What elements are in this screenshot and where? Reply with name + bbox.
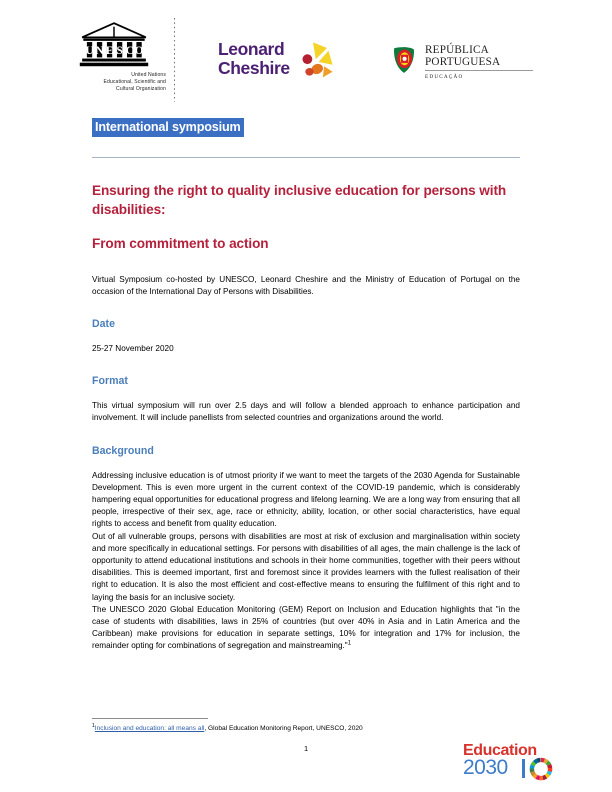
unesco-logo — [60, 22, 168, 94]
document-content — [92, 118, 520, 653]
section-body-background — [92, 470, 520, 653]
svg-text:O: O — [134, 44, 144, 57]
logo-divider-dotted — [174, 18, 175, 102]
svg-text:N: N — [95, 44, 104, 57]
education-2030-number: 2030 — [463, 756, 508, 779]
section-heading-format: Format — [92, 375, 128, 388]
republica-portuguesa-wordmark — [425, 44, 539, 80]
republica-portuguesa-subtitle: EDUCAÇÃO — [425, 73, 464, 80]
section-heading-background: Background — [92, 444, 154, 457]
date-value: 25-27 November 2020 — [92, 343, 174, 353]
republica-portuguesa-line-2: PORTUGUESA — [425, 56, 501, 68]
footnote-1 — [92, 724, 520, 733]
education-2030-word: Education — [463, 742, 537, 759]
logo-band — [0, 14, 612, 106]
unesco-caption-line-1: United Nations — [131, 72, 166, 78]
symposium-tag: International symposium — [92, 118, 244, 137]
unesco-caption-line-3: Cultural Organization — [116, 86, 166, 93]
leonard-cheshire-petals-icon — [292, 41, 334, 83]
footnote-link[interactable]: Inclusion and education: all means all — [94, 725, 205, 732]
svg-text:S: S — [116, 44, 123, 57]
leonard-cheshire-wordmark — [218, 40, 290, 77]
sdg-wheel-icon — [528, 756, 554, 782]
page-subtitle: From commitment to action — [92, 236, 269, 251]
unesco-caption — [60, 72, 168, 94]
background-paragraph-3 — [92, 604, 520, 653]
leonard-cheshire-line-2: Cheshire — [218, 57, 290, 78]
education-2030-bar — [522, 759, 525, 778]
footnote-marker: 1 — [92, 722, 95, 729]
republica-portuguesa-rule — [425, 70, 533, 71]
intro-paragraph: Virtual Symposium co-hosted by UNESCO, Leonard Cheshire and the Ministry of Education of Portugal on the occasion of the International Day of Persons with Disabilities. — [92, 274, 520, 296]
unesco-temple-icon — [78, 22, 150, 68]
footnote-reference-1[interactable]: 1 — [347, 640, 352, 647]
svg-text:U: U — [85, 44, 94, 57]
page-number: 1 — [303, 744, 309, 753]
footnote-separator-rule — [92, 718, 208, 719]
leonard-cheshire-line-1: Leonard — [218, 39, 285, 59]
unesco-caption-line-2: Educational, Scientific and — [103, 79, 166, 86]
svg-text:E: E — [105, 44, 114, 57]
leonard-cheshire-logo — [218, 40, 348, 88]
background-paragraph-1: Addressing inclusive education is of utmost priority if we want to meet the targets of the 2030 Agenda for Sustainable Development. This is even more urgent in the current context of the COVID-19 pandemic, which is considerably hampering equal opportunities for educational progress and lifelong learning. We are a long way from ensuring that all people, irrespective of their sex, age, race or ethnicity, ability, location, or other social characteristics, have equal rights to access and benefit from quality education. — [92, 470, 520, 529]
portugal-shield-icon — [392, 46, 416, 74]
section-heading-date: Date — [92, 317, 115, 330]
svg-text:C: C — [125, 44, 134, 57]
title-divider-rule — [92, 157, 520, 158]
section-body-format — [92, 400, 520, 424]
republica-portuguesa-line-1: REPÚBLICA — [425, 44, 489, 56]
republica-portuguesa-logo — [392, 42, 542, 86]
background-paragraph-2: Out of all vulnerable groups, persons with disabilities are most at risk of exclusion and marginalisation within society and more specifically in educational settings. For persons with disabilities of all ages, the main challenge is the lack of opportunity to attend educational institutions and schools in their home communities, together with their peers without disabilities. This is deemed important, first and foremost since it provides learners with the fullest realisation of their right to education. It is also the most efficient and cost-effective means to ensuring the fulfilment of this right and to laying the basis for an inclusive society. — [92, 531, 520, 602]
footnote-rest: , Global Education Monitoring Report, UNESCO, 2020 — [204, 725, 363, 732]
intro-block — [92, 274, 520, 298]
education-2030-logo — [463, 742, 581, 786]
background-paragraph-3-text: The UNESCO 2020 Global Education Monitoring (GEM) Report on Inclusion and Education highlights that "in the case of students with disabilities, laws in 25% of countries (but over 40% in Asia and in Latin America and the Caribbean) make provisions for education in separate settings, 10% for integration and 17% for inclusion, the remainder opting for combinations of segregation and mainstreaming." — [92, 604, 520, 651]
section-body-date — [92, 343, 520, 355]
page-title: Ensuring the right to quality inclusive education for persons with disabilities: — [92, 183, 507, 217]
format-paragraph: This virtual symposium will run over 2.5 days and will follow a blended approach to enhance participation and involvement. It will include panellists from selected countries and organizations around the world. — [92, 401, 520, 423]
footnote-area — [92, 718, 520, 733]
